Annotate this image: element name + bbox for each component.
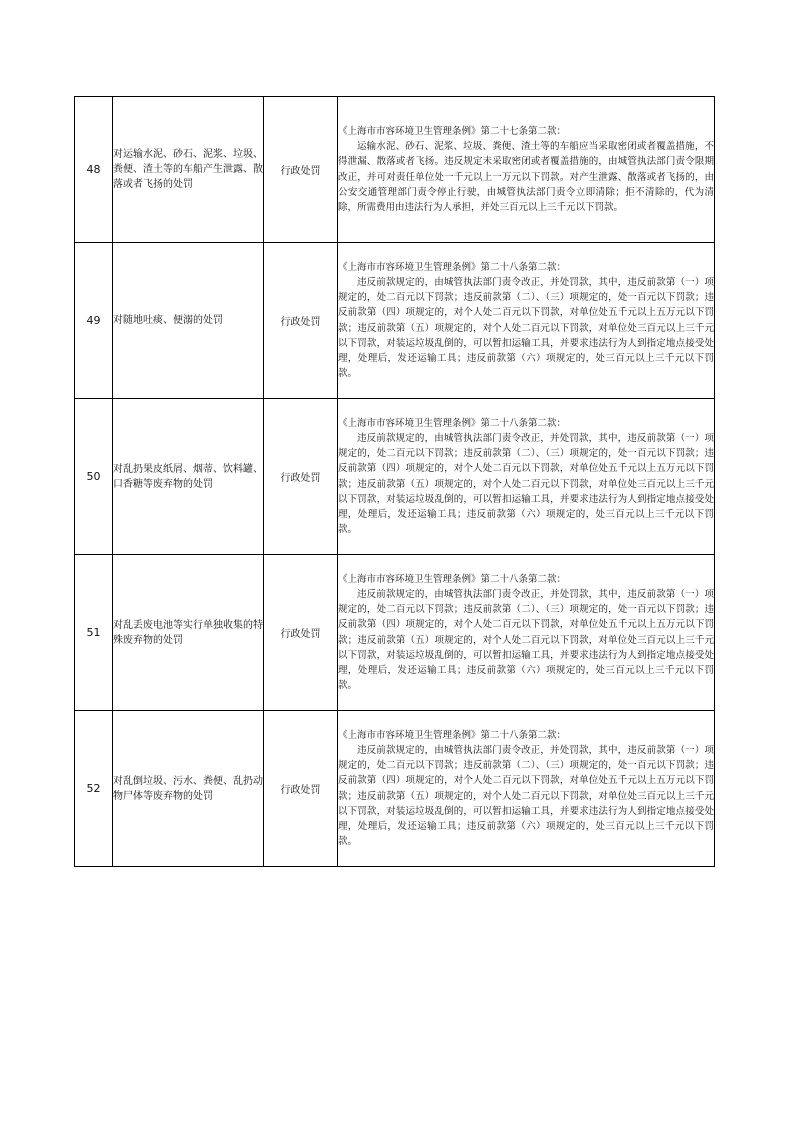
row-number: 50 — [75, 399, 113, 555]
legal-basis — [338, 555, 715, 711]
law-text: 违反前款规定的，由城管执法部门责令改正，并处罚款，其中，违反前款第（一）项规定的，处二百元以下罚款；违反前款第（二）、（三）项规定的，处一百元以下罚款；违反前款第（四）项规定的，对个人处二百元以下罚款，对单位处五千元以上五万元以下罚款；违反前款第（五）项规定的，对个人处二百元以下罚款，对单位处三百元以上三千元以下罚款，对装运垃圾乱倒的，可以暂扣运输工具，并要求违法行为人到指定地点接受处理，处理后，发还运输工具；违反前款第（六）项规定的，处三百元以上三千元以下罚款。 — [338, 432, 714, 536]
law-text: 违反前款规定的，由城管执法部门责令改正，并处罚款，其中，违反前款第（一）项规定的，处二百元以下罚款；违反前款第（二）、（三）项规定的，处一百元以下罚款；违反前款第（四）项规定的，对个人处二百元以下罚款，对单位处五千元以上五万元以下罚款；违反前款第（五）项规定的，对个人处二百元以下罚款，对单位处三百元以上三千元以下罚款，对装运垃圾乱倒的，可以暂扣运输工具，并要求违法行为人到指定地点接受处理，处理后，发还运输工具；违反前款第（六）项规定的，处三百元以上三千元以下罚款。 — [338, 276, 714, 380]
table-row — [75, 97, 715, 243]
law-reference: 《上海市市容环境卫生管理条例》第二十八条第二款： — [338, 417, 567, 429]
row-number: 49 — [75, 243, 113, 399]
item-name: 对乱丢废电池等实行单独收集的特殊废弃物的处罚 — [113, 555, 264, 711]
item-name: 对乱倒垃圾、污水、粪便、乱扔动物尸体等废弃物的处罚 — [113, 711, 264, 867]
law-reference: 《上海市市容环境卫生管理条例》第二十八条第二款： — [338, 729, 567, 741]
table-row — [75, 555, 715, 711]
row-number: 52 — [75, 711, 113, 867]
law-text: 违反前款规定的，由城管执法部门责令改正，并处罚款，其中，违反前款第（一）项规定的，处二百元以下罚款；违反前款第（二）、（三）项规定的，处一百元以下罚款；违反前款第（四）项规定的，对个人处二百元以下罚款，对单位处五千元以上五万元以下罚款；违反前款第（五）项规定的，对个人处二百元以下罚款，对单位处三百元以上三千元以下罚款，对装运垃圾乱倒的，可以暂扣运输工具，并要求违法行为人到指定地点接受处理，处理后，发还运输工具；违反前款第（六）项规定的，处三百元以上三千元以下罚款。 — [338, 744, 714, 848]
penalty-type: 行政处罚 — [264, 243, 338, 399]
law-text: 违反前款规定的，由城管执法部门责令改正，并处罚款，其中，违反前款第（一）项规定的，处二百元以下罚款；违反前款第（二）、（三）项规定的，处一百元以下罚款；违反前款第（四）项规定的，对个人处二百元以下罚款，对单位处五千元以上五万元以下罚款；违反前款第（五）项规定的，对个人处二百元以下罚款，对单位处三百元以上三千元以下罚款，对装运垃圾乱倒的，可以暂扣运输工具，并要求违法行为人到指定地点接受处理，处理后，发还运输工具；违反前款第（六）项规定的，处三百元以上三千元以下罚款。 — [338, 588, 714, 692]
regulation-table — [74, 96, 715, 867]
legal-basis — [338, 97, 715, 243]
row-number: 51 — [75, 555, 113, 711]
law-text: 运输水泥、砂石、泥浆、垃圾、粪便、渣土等的车船应当采取密闭或者覆盖措施，不得泄漏、散落或者飞扬。违反规定未采取密闭或者覆盖措施的，由城管执法部门责令限期改正，并可对责任单位处一千元以上一万元以下罚款。对产生泄露、散落或者飞扬的，由公安交通管理部门责令停止行驶，由城管执法部门责令立即清除；拒不清除的，代为清除，所需费用由违法行为人承担，并处三百元以上三千元以下罚款。 — [338, 141, 714, 213]
legal-basis — [338, 399, 715, 555]
item-name: 对运输水泥、砂石、泥浆、垃圾、粪便、渣土等的车船产生泄露、散落或者飞扬的处罚 — [113, 97, 264, 243]
legal-basis — [338, 711, 715, 867]
penalty-type: 行政处罚 — [264, 711, 338, 867]
law-reference: 《上海市市容环境卫生管理条例》第二十七条第二款： — [338, 125, 567, 137]
item-name: 对乱扔果皮纸屑、烟蒂、饮料罐、口香糖等废弃物的处罚 — [113, 399, 264, 555]
law-reference: 《上海市市容环境卫生管理条例》第二十八条第二款： — [338, 573, 567, 585]
table-row — [75, 711, 715, 867]
penalty-type: 行政处罚 — [264, 555, 338, 711]
legal-basis — [338, 243, 715, 399]
item-name: 对随地吐痰、便溺的处罚 — [113, 243, 264, 399]
law-reference: 《上海市市容环境卫生管理条例》第二十八条第二款： — [338, 261, 567, 273]
table-row — [75, 243, 715, 399]
table-row — [75, 399, 715, 555]
row-number: 48 — [75, 97, 113, 243]
penalty-type: 行政处罚 — [264, 97, 338, 243]
penalty-type: 行政处罚 — [264, 399, 338, 555]
